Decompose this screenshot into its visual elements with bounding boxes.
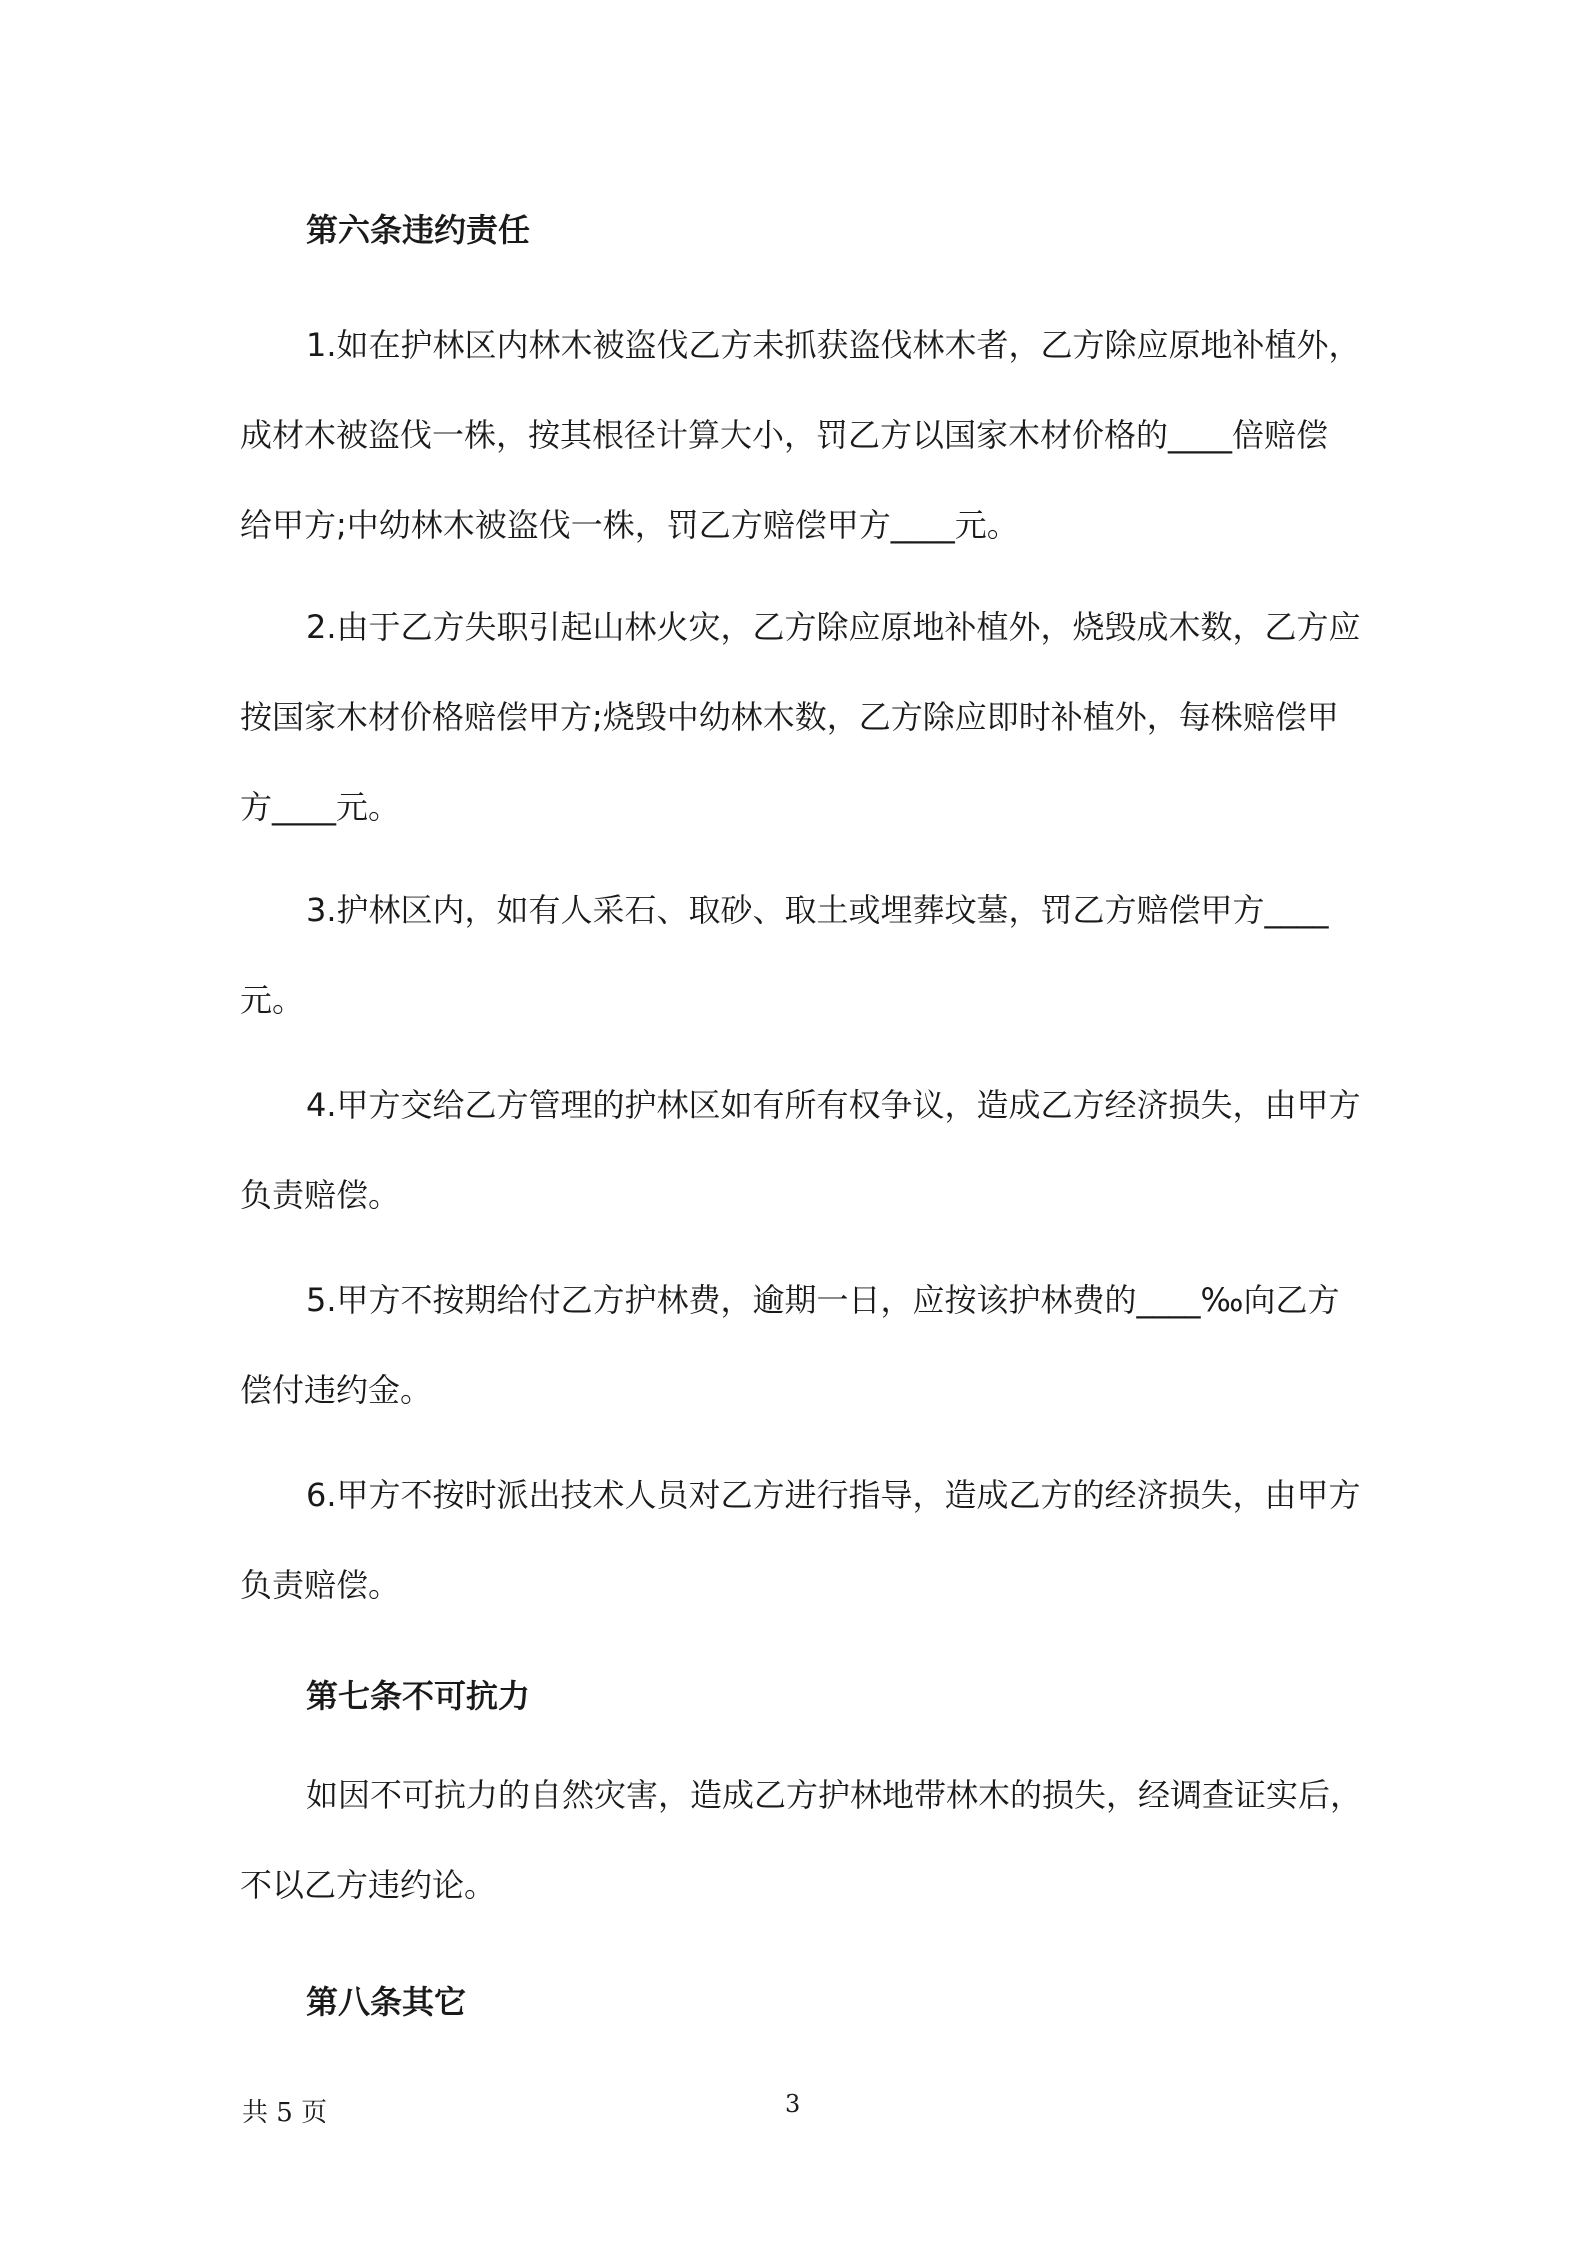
clause-6-4 [240,1060,1360,1240]
clause-6-2-line-3: 方____元。 [240,788,401,826]
clause-6-4-line-2: 负责赔偿。 [240,1176,401,1214]
article-7-body-line-1: 如因不可抗力的自然灾害，造成乙方护林地带林木的损失，经调查证实后， [306,1776,1363,1814]
clause-6-4-line-1: 4.甲方交给乙方管理的护林区如有所有权争议，造成乙方经济损失，由甲方 [306,1086,1361,1124]
clause-6-6-line-1: 6.甲方不按时派出技术人员对乙方进行指导，造成乙方的经济损失，由甲方 [306,1476,1361,1514]
clause-6-3-line-1: 3.护林区内，如有人采石、取砂、取土或埋葬坟墓，罚乙方赔偿甲方____ [306,891,1329,929]
clause-6-2-line-1: 2.由于乙方失职引起山林火灾，乙方除应原地补植外，烧毁成木数，乙方应 [306,608,1361,646]
article-7-body [240,1750,1363,1930]
clause-6-1-line-2: 成材木被盗伐一株，按其根径计算大小，罚乙方以国家木材价格的____倍赔偿 [240,416,1329,454]
clause-6-6 [240,1450,1360,1630]
article-6-heading: 第六条违约责任 [306,211,531,249]
clause-6-2 [240,582,1360,852]
article-7-body-line-2: 不以乙方违约论。 [240,1866,497,1904]
article-7-heading: 第七条不可抗力 [306,1677,531,1715]
page-number: 3 [785,2090,801,2118]
total-pages-label: 共 5 页 [242,2098,328,2128]
article-8-heading: 第八条其它 [306,1983,467,2021]
clause-6-5-line-2: 偿付违约金。 [240,1371,433,1409]
clause-6-3-line-2: 元。 [240,981,305,1019]
clause-6-6-line-2: 负责赔偿。 [240,1566,401,1604]
clause-6-3 [240,865,1360,1045]
clause-6-5 [240,1255,1360,1435]
clause-6-5-line-1: 5.甲方不按期给付乙方护林费，逾期一日，应按该护林费的____‰向乙方 [306,1281,1340,1319]
clause-6-2-line-2: 按国家木材价格赔偿甲方;烧毁中幼林木数，乙方除应即时补植外，每株赔偿甲 [240,698,1339,736]
clause-6-1 [240,300,1360,570]
clause-6-1-line-1: 1.如在护林区内林木被盗伐乙方未抓获盗伐林木者，乙方除应原地补植外， [306,326,1361,364]
clause-6-1-line-3: 给甲方;中幼林木被盗伐一株，罚乙方赔偿甲方____元。 [240,506,1019,544]
